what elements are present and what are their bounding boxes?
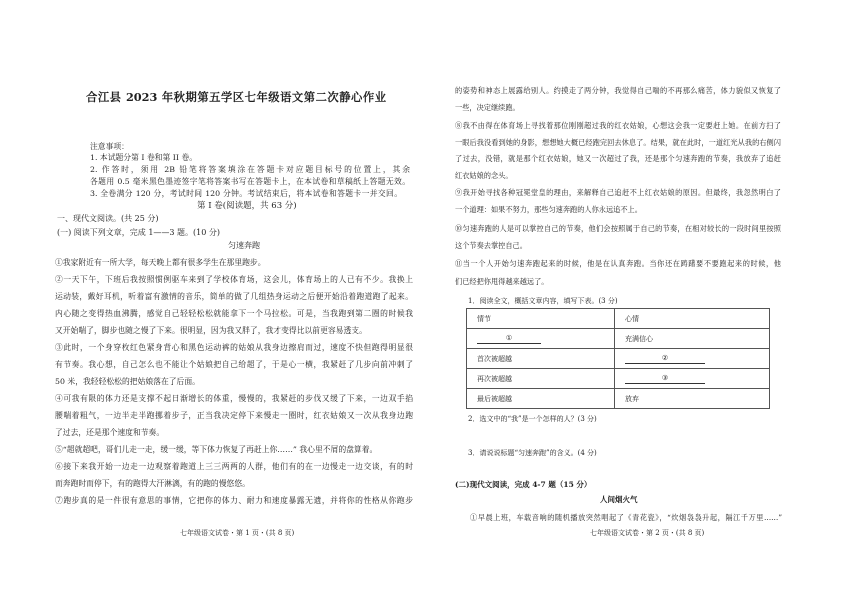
question-3: 3．请说说标题“匀速奔跑”的含义。(4 分) xyxy=(468,449,597,457)
answer-blank: ② xyxy=(625,353,705,364)
answer-blank: ① xyxy=(477,333,541,344)
notice-item: 各题用 0.5 毫米黑色墨迹签字笔将答案书写在答题卡上，在本试卷和草稿纸上答题无效。 xyxy=(90,177,410,186)
exam-title: 合江县 2023 年秋期第五学区七年级语文第二次静心作业 xyxy=(86,90,386,104)
article-line: 一些，决定继续跑。 xyxy=(455,103,520,112)
notice-item: 3. 全卷满分 120 分，考试时间 120 分钟。考试结束后，将本试卷和答题卡一并交回。 xyxy=(90,189,402,198)
article-line: ⑪当一个人开始匀速奔跑起来的时候，他是在认真奔跑。当你还在踌躇要不要跑起来的时候，他 xyxy=(455,259,781,268)
table-header-row xyxy=(467,309,770,329)
article-line: 这个节奏去掌控自己。 xyxy=(455,241,527,250)
article-2-title: 人间烟火气 xyxy=(600,495,638,504)
article-line: 有节奏。我心想，自己怎么也不能让个姑娘把自己给超了，于是心一横，我紧赶了几步向前冲刺了 xyxy=(55,360,413,369)
article-line: ⑧我不由得在体育场上寻找着那位刚刚超过我的红衣姑娘，心想这会我一定要赶上她。在前方扫了 xyxy=(455,121,781,130)
article-line: ⑥接下来我开始一边走一边观察着跑道上三三两两的人群，他们有的在一边慢走一边交谈，有的时 xyxy=(55,462,413,471)
table-cell xyxy=(615,369,770,389)
article-line: ⑩匀速奔跑的人是可以掌控自己的节奏，他们会按照属于自己的节奏，在相对较长的一段时间里按照 xyxy=(455,224,781,233)
article-line: ④可我有限的体力还是支撑不起日渐增长的体重，慢慢的，我紧赶的步伐又缓了下来，一边双手掐 xyxy=(55,394,413,403)
article-line: 红衣姑娘的念头。 xyxy=(455,171,513,180)
table-cell: 放弃 xyxy=(615,389,770,409)
article-line: 的姿势和神态上展露给别人。约摸走了两分钟，我觉得自己喘的不再那么痛苦，体力貌似又恢复了 xyxy=(455,86,781,95)
table-row xyxy=(467,329,770,349)
article-line: ②一天下午，下班后我按照惯例驱车来到了学校体育场，这会儿，体育场上的人已有不少。我换上 xyxy=(55,275,413,284)
article-line: 又开始喘了，脚步也随之慢了下来。很明显，因为我又胖了，我才变得比以前更容易透支。 xyxy=(55,326,367,335)
subsection-title: (一) 阅读下列文章，完成 1——3 题。(10 分) xyxy=(57,228,221,237)
article-line: ①我家附近有一所大学，每天晚上都有很多学生在那里跑步。 xyxy=(55,258,266,267)
article-line: 而奔跑时而停下，有的跑得大汗淋漓，有的跑的慢悠悠。 xyxy=(55,479,250,488)
article-title: 匀速奔跑 xyxy=(228,241,260,250)
table-cell: 充满信心 xyxy=(615,329,770,349)
table-cell xyxy=(615,349,770,369)
article-line: 50 米，我轻轻松松的把姑娘落在了后面。 xyxy=(55,377,200,386)
table-row xyxy=(467,369,770,389)
table-cell xyxy=(467,329,615,349)
article-line: ⑨我开始寻找各种冠冕堂皇的理由，来解释自己追赶不上红衣姑娘的原因。但最终，我忽然明白了 xyxy=(455,188,781,197)
summary-table xyxy=(466,308,770,409)
article-line: ③此时，一个身穿枚红色紧身背心和黑色运动裤的姑娘从我身边擦肩而过，速度不快但跑得明显很 xyxy=(55,343,413,352)
article-line: 们已经把你甩得越来越远了。 xyxy=(455,277,549,286)
page-footer: 七年级语文试卷・第 2 页・(共 8 页) xyxy=(590,529,705,537)
notice-heading: 注意事项： xyxy=(90,142,129,151)
page-footer: 七年级语文试卷・第 1 页・(共 8 页) xyxy=(180,529,295,537)
article-line: 了过去，没错，就是那个红衣姑娘，她又一次超过了我，还是那个匀速奔跑的节奏，我放弃了追赶 xyxy=(455,154,781,163)
article-line: ⑦跑步真的是一件很有意思的事情，它把你的体力、耐力和速度暴露无遗，并将你的性格从你跑步 xyxy=(55,496,413,505)
table-cell: 最后被超越 xyxy=(467,389,615,409)
table-cell: 再次被超越 xyxy=(467,369,615,389)
notice-item: 1. 本试题分第 I 卷和第 II 卷。 xyxy=(90,153,198,162)
table-row xyxy=(467,349,770,369)
question-2: 2．选文中的“我”是一个怎样的人？(3 分) xyxy=(468,415,597,423)
part-title: 第 I 卷(阅读题，共 63 分) xyxy=(197,201,297,211)
article-line: 了过去，还是那个速度和节奏。 xyxy=(55,428,165,437)
article-line: 腰喘着粗气，一边半走半跑挪着步子，正当我决定停下来慢走一圈时，红衣姑娘又一次从我身边跑 xyxy=(55,411,413,420)
section-2-title: (二)现代文阅读，完成 4-7 题（15 分） xyxy=(455,480,592,489)
table-header-cell: 情节 xyxy=(467,309,615,329)
table-header-cell: 心情 xyxy=(615,309,770,329)
table-cell: 首次被超越 xyxy=(467,349,615,369)
article-line: 运动装，戴好耳机，听着富有激情的音乐，简单的做了几组热身运动之后便开始沿着跑道跑了起来。 xyxy=(55,292,413,301)
table-row xyxy=(467,389,770,409)
article-line: ⑤“超就超吧，哥们儿走一走，缓一缓，等下体力恢复了再赶上你……” 我心里不屑的盘算着。 xyxy=(55,445,378,454)
answer-blank: ③ xyxy=(625,373,705,384)
article-line: 一眼后我没看到她的身影，想想她大概已经跑完回去休息了。结果，就在此时，一道红光从我的右侧闪 xyxy=(455,138,781,147)
question-1: 1．阅读全文，概括文章内容，填写下表。(3 分) xyxy=(468,297,618,305)
article-line: ①早晨上班，车载音响的随机播放突然唱起了《青花瓷》，“炊烟袅袅升起，隔江千万里……” xyxy=(470,513,782,522)
article-line: 一个道理：如果不努力，那些匀速奔跑的人你永远追不上。 xyxy=(455,205,642,214)
article-line: 内心随之变得热血沸腾，感觉自己轻轻松松就能拿下一个马拉松。可是，当我跑到第二圈的时候我 xyxy=(55,309,413,318)
section-title: 一、现代文阅读。(共 25 分) xyxy=(57,214,159,223)
notice-item: 2. 作答时，须用 2B 铅笔将答案填涂在答题卡对应题目标号的位置上，其余 xyxy=(90,165,410,174)
